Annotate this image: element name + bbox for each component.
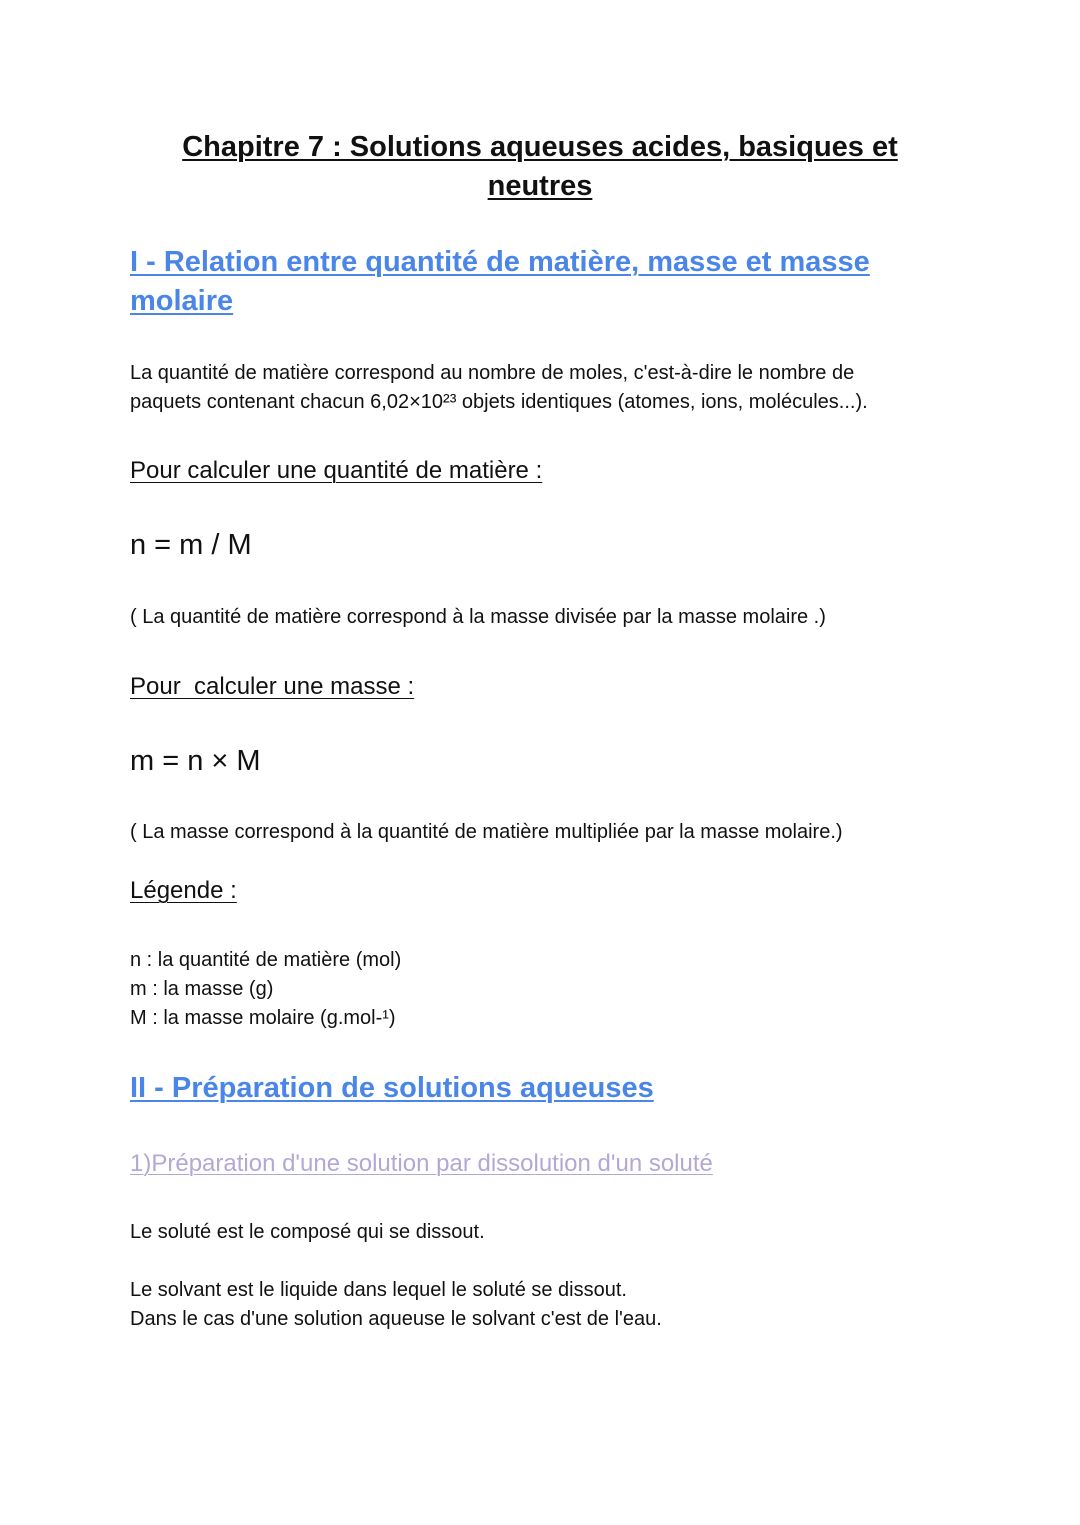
solute-definition: Le soluté est le composé qui se dissout. (130, 1221, 485, 1243)
calc-quantity-label: Pour calculer une quantité de matière : (130, 457, 543, 484)
chapter-title (130, 128, 950, 206)
legend-item-M: M : la masse molaire (g.mol-¹) (130, 1007, 396, 1029)
chapter-title-line-2: neutres (487, 170, 593, 202)
solvent-line-1: Le solvant est le liquide dans lequel le soluté se dissout. (130, 1279, 627, 1301)
calc-mass-label: Pour calculer une masse : (130, 673, 415, 700)
legend-item-m: m : la masse (g) (130, 978, 274, 1000)
solvent-line-2: Dans le cas d'une solution aqueuse le solvant c'est de l'eau. (130, 1308, 662, 1330)
quantity-formula: n = m / M (130, 529, 252, 561)
mass-explanation: ( La masse correspond à la quantité de matière multipliée par la masse molaire.) (130, 821, 843, 843)
chapter-title-line-1: Chapitre 7 : Solutions aqueuses acides, basiques et (182, 131, 898, 163)
legend-list (130, 946, 960, 1033)
section-1-intro (130, 359, 960, 417)
legend-item-n: n : la quantité de matière (mol) (130, 949, 402, 971)
section-2-heading: II - Préparation de solutions aqueuses (130, 1072, 654, 1104)
section-1-heading: I - Relation entre quantité de matière, masse et masse molaire (130, 246, 870, 317)
intro-line-1: La quantité de matière correspond au nombre de moles, c'est-à-dire le nombre de (130, 362, 855, 384)
intro-line-2: paquets contenant chacun 6,02×10²³ objets identiques (atomes, ions, molécules...). (130, 391, 868, 413)
subsection-1-heading: 1)Préparation d'une solution par dissolution d'un soluté (130, 1150, 713, 1177)
mass-formula: m = n × M (130, 745, 261, 777)
quantity-explanation: ( La quantité de matière correspond à la masse divisée par la masse molaire .) (130, 606, 826, 628)
solvent-definition (130, 1276, 960, 1334)
legend-label: Légende : (130, 877, 237, 904)
